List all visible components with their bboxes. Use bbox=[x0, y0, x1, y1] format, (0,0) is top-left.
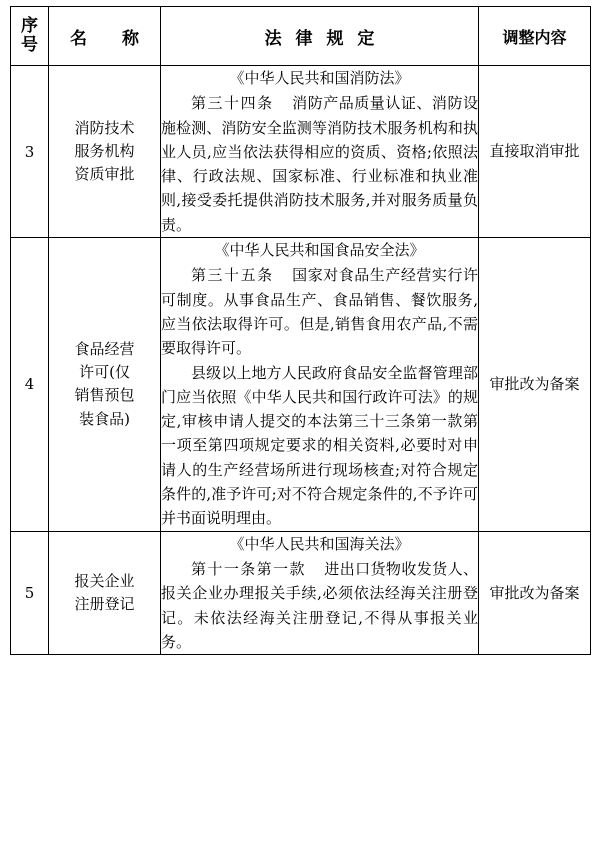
law-paragraph bbox=[161, 91, 478, 237]
header-sequence-line1: 序 bbox=[21, 15, 38, 36]
law-paragraph-2: 县级以上地方人民政府食品安全监督管理部门应当依照《中华人民共和国行政许可法》的规定,审核申请人提交的本法第三十三条第一款第一项至第四项规定要求的相关资料,必要时对申请人的生产经营场所进行现场核查;对符合规定条件的,准予许可;对不符合规定条件的,不予许可并书面说明理由。 bbox=[161, 363, 478, 528]
row-adjustment: 直接取消审批 bbox=[479, 66, 591, 238]
regulation-adjustment-table bbox=[10, 6, 591, 655]
law-paragraph bbox=[161, 557, 478, 654]
row-name bbox=[49, 531, 161, 654]
row-law bbox=[161, 238, 479, 532]
law-title: 《中华人民共和国海关法》 bbox=[229, 534, 410, 553]
row-adjustment: 审批改为备案 bbox=[479, 238, 591, 532]
row-sequence: 5 bbox=[11, 531, 49, 654]
row-name-line: 服务机构 bbox=[74, 141, 135, 160]
law-article-text: 国家对食品生产经营实行许可制度。从事食品生产、食品销售、餐饮服务,应当依法取得许可。但是,销售食用农产品,不需要取得许可。 bbox=[161, 266, 478, 358]
law-title: 《中华人民共和国食品安全法》 bbox=[214, 241, 425, 260]
row-name-line: 装食品) bbox=[79, 409, 130, 428]
table-row bbox=[11, 238, 591, 532]
header-name: 名 称 bbox=[49, 7, 161, 66]
header-adjustment: 调整内容 bbox=[479, 7, 591, 66]
law-article-number: 第十一条第一款 bbox=[191, 559, 306, 578]
row-name bbox=[49, 238, 161, 532]
law-article-number: 第三十四条 bbox=[191, 94, 274, 113]
law-article-number: 第三十五条 bbox=[191, 266, 274, 285]
row-adjustment: 审批改为备案 bbox=[479, 531, 591, 654]
row-name-line: 报关企业 bbox=[74, 571, 135, 590]
row-name-line: 资质审批 bbox=[74, 165, 135, 184]
law-title: 《中华人民共和国消防法》 bbox=[229, 69, 410, 87]
law-article-text: 消防产品质量认证、消防设施检测、消防安全监测等消防技术服务机构和执业人员,应当依法获得相应的资质、资格;依照法律、行政法规、国家标准、行业标准和执业准则,接受委托提供消防技术服务,并对服务质量负责。 bbox=[161, 94, 478, 234]
law-paragraph bbox=[161, 263, 478, 360]
row-name-line: 销售预包 bbox=[74, 386, 135, 405]
table-row bbox=[11, 531, 591, 654]
table-header-row bbox=[11, 7, 591, 66]
row-name-line: 许可(仅 bbox=[79, 363, 130, 382]
row-law bbox=[161, 66, 479, 238]
row-law bbox=[161, 531, 479, 654]
row-name-line: 消防技术 bbox=[74, 118, 135, 137]
row-sequence: 3 bbox=[11, 66, 49, 238]
row-name-line: 注册登记 bbox=[74, 594, 135, 613]
header-sequence-line2: 号 bbox=[21, 35, 38, 55]
row-name bbox=[49, 66, 161, 238]
table-row bbox=[11, 66, 591, 238]
header-sequence bbox=[11, 7, 49, 66]
header-law: 法 律 规 定 bbox=[161, 7, 479, 66]
row-sequence: 4 bbox=[11, 238, 49, 532]
row-name-line: 食品经营 bbox=[74, 339, 135, 358]
law-article-text: 进出口货物收发货人、报关企业办理报关手续,必须依法经海关注册登记。未依法经海关注册登记,不得从事报关业务。 bbox=[161, 559, 478, 651]
